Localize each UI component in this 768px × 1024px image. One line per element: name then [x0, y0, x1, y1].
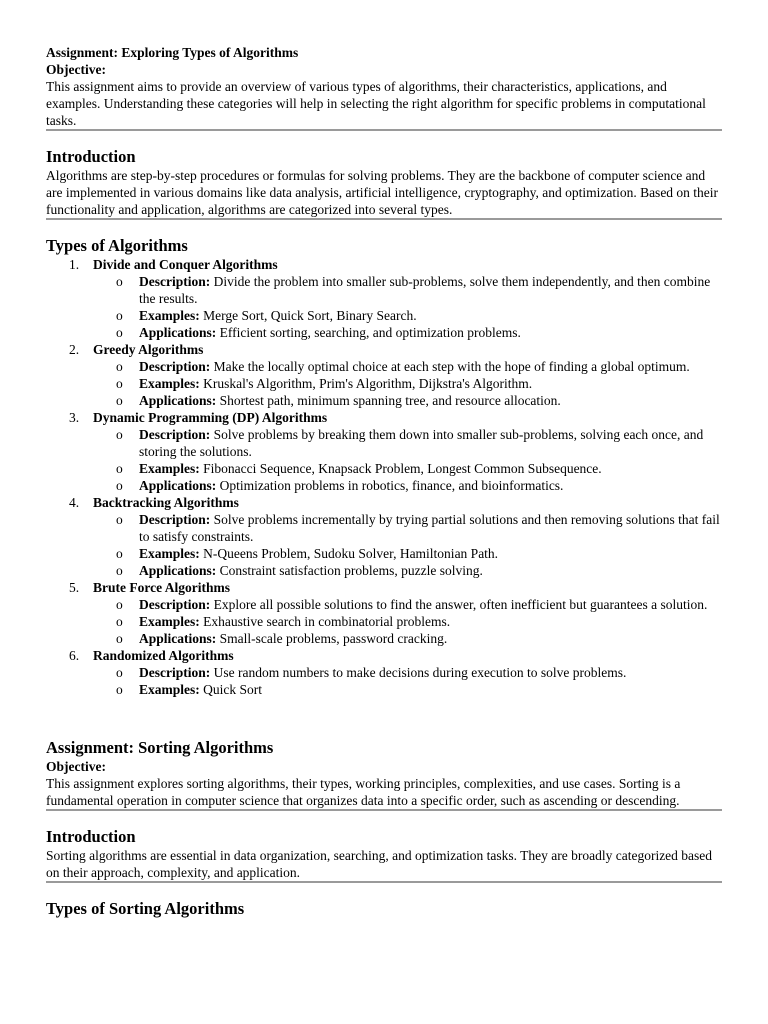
assignment2-intro-heading: Introduction [46, 827, 136, 846]
detail-label: Applications: [139, 478, 217, 493]
detail-applications [93, 630, 722, 647]
detail-description [93, 511, 722, 545]
detail-text: Make the locally optimal choice at each step with the hope of finding a global optimum. [213, 359, 690, 374]
list-number: 4. [69, 495, 80, 510]
detail-label: Applications: [139, 393, 217, 408]
bullet-icon: o [116, 427, 123, 442]
algorithm-type-name: Greedy Algorithms [93, 342, 204, 357]
detail-text: Efficient sorting, searching, and optimization problems. [219, 325, 521, 340]
detail-applications [93, 477, 722, 494]
assignment2-intro-text: Sorting algorithms are essential in data organization, searching, and optimization tasks. They are broadly categorized based on their approach, complexity, and application. [46, 848, 713, 880]
algorithm-details-list [93, 358, 722, 409]
detail-label: Examples: [139, 614, 200, 629]
list-number: 3. [69, 410, 80, 425]
algorithm-details-list [93, 511, 722, 579]
detail-examples [93, 681, 722, 698]
algorithm-type-item [46, 647, 722, 698]
detail-text: Fibonacci Sequence, Knapsack Problem, Longest Common Subsequence. [203, 461, 602, 476]
detail-label: Examples: [139, 308, 200, 323]
algorithm-type-name: Divide and Conquer Algorithms [93, 257, 278, 272]
bullet-icon: o [116, 614, 123, 629]
algorithm-type-name: Backtracking Algorithms [93, 495, 239, 510]
detail-examples [93, 545, 722, 562]
bullet-icon: o [116, 478, 123, 493]
detail-text: Constraint satisfaction problems, puzzle solving. [219, 563, 483, 578]
detail-applications [93, 562, 722, 579]
detail-label: Description: [139, 665, 211, 680]
algorithm-details-list [93, 426, 722, 494]
detail-label: Description: [139, 359, 211, 374]
detail-applications [93, 324, 722, 341]
types-heading: Types of Algorithms [46, 236, 188, 255]
algorithm-type-item [46, 579, 722, 647]
detail-text: Divide the problem into smaller sub-problems, solve them independently, and then combine the results. [139, 274, 711, 306]
bullet-icon: o [116, 563, 123, 578]
assignment2-objective-text: This assignment explores sorting algorithms, their types, working principles, complexities, and use cases. Sorting is a fundamental operation in computer science that organizes data into a specific order, such as ascending or descending. [46, 776, 681, 808]
bullet-icon: o [116, 682, 123, 697]
algorithm-details-list [93, 664, 722, 698]
bullet-icon: o [116, 274, 123, 289]
detail-text: N-Queens Problem, Sudoku Solver, Hamiltonian Path. [203, 546, 499, 561]
detail-text: Explore all possible solutions to find the answer, often inefficient but guarantees a solution. [213, 597, 708, 612]
sorting-types-heading: Types of Sorting Algorithms [46, 899, 245, 918]
assignment1-intro-heading: Introduction [46, 147, 136, 166]
detail-text: Solve problems by breaking them down into smaller sub-problems, solving each once, and storing the solutions. [139, 427, 704, 459]
detail-examples [93, 375, 722, 392]
detail-label: Examples: [139, 546, 200, 561]
algorithm-type-item [46, 341, 722, 409]
list-number: 6. [69, 648, 80, 663]
detail-label: Applications: [139, 563, 217, 578]
algorithm-type-name: Brute Force Algorithms [93, 580, 230, 595]
bullet-icon: o [116, 393, 123, 408]
assignment2-objective-label: Objective: [46, 759, 106, 774]
detail-text: Use random numbers to make decisions during execution to solve problems. [213, 665, 627, 680]
bullet-icon: o [116, 546, 123, 561]
detail-text: Merge Sort, Quick Sort, Binary Search. [203, 308, 417, 323]
detail-text: Optimization problems in robotics, finance, and bioinformatics. [219, 478, 564, 493]
assignment2-title: Assignment: Sorting Algorithms [46, 738, 274, 757]
algorithm-type-item [46, 409, 722, 494]
detail-label: Applications: [139, 631, 217, 646]
assignment1-title: Assignment: Exploring Types of Algorithms [46, 45, 299, 60]
detail-examples [93, 307, 722, 324]
detail-label: Examples: [139, 682, 200, 697]
bullet-icon: o [116, 597, 123, 612]
detail-examples [93, 613, 722, 630]
bullet-icon: o [116, 665, 123, 680]
bullet-icon: o [116, 461, 123, 476]
algorithm-details-list [93, 596, 722, 647]
algorithm-type-item [46, 494, 722, 579]
bullet-icon: o [116, 512, 123, 527]
detail-label: Description: [139, 427, 211, 442]
types-list [46, 256, 722, 698]
algorithm-details-list [93, 273, 722, 341]
detail-label: Description: [139, 597, 211, 612]
detail-text: Quick Sort [203, 682, 262, 697]
algorithm-type-name: Randomized Algorithms [93, 648, 234, 663]
bullet-icon: o [116, 631, 123, 646]
detail-description [93, 664, 722, 681]
detail-text: Small-scale problems, password cracking. [219, 631, 448, 646]
detail-description [93, 358, 722, 375]
bullet-icon: o [116, 359, 123, 374]
list-number: 1. [69, 257, 80, 272]
algorithm-type-item [46, 256, 722, 341]
detail-text: Solve problems incrementally by trying partial solutions and then removing solutions that fail to satisfy constraints. [139, 512, 720, 544]
list-number: 5. [69, 580, 80, 595]
assignment1-objective-text: This assignment aims to provide an overview of various types of algorithms, their characteristics, applications, and examples. Understanding these categories will help in selecting the right algorithm for specific problems in computational tasks. [46, 79, 706, 128]
detail-description [93, 596, 722, 613]
detail-text: Exhaustive search in combinatorial problems. [203, 614, 451, 629]
bullet-icon: o [116, 308, 123, 323]
assignment1-intro-text: Algorithms are step-by-step procedures or formulas for solving problems. They are the backbone of computer science and are implemented in various domains like data analysis, artificial intelligence, cryptography, and optimization. Based on their functionality and application, algorithms are categorized into several types. [46, 168, 719, 217]
detail-text: Kruskal's Algorithm, Prim's Algorithm, Dijkstra's Algorithm. [203, 376, 533, 391]
detail-examples [93, 460, 722, 477]
bullet-icon: o [116, 376, 123, 391]
detail-description [93, 273, 722, 307]
detail-label: Examples: [139, 376, 200, 391]
bullet-icon: o [116, 325, 123, 340]
detail-label: Description: [139, 274, 211, 289]
list-number: 2. [69, 342, 80, 357]
detail-description [93, 426, 722, 460]
detail-applications [93, 392, 722, 409]
detail-label: Examples: [139, 461, 200, 476]
detail-text: Shortest path, minimum spanning tree, and resource allocation. [219, 393, 561, 408]
assignment1-objective-label: Objective: [46, 62, 106, 77]
detail-label: Applications: [139, 325, 217, 340]
detail-label: Description: [139, 512, 211, 527]
algorithm-type-name: Dynamic Programming (DP) Algorithms [93, 410, 328, 425]
